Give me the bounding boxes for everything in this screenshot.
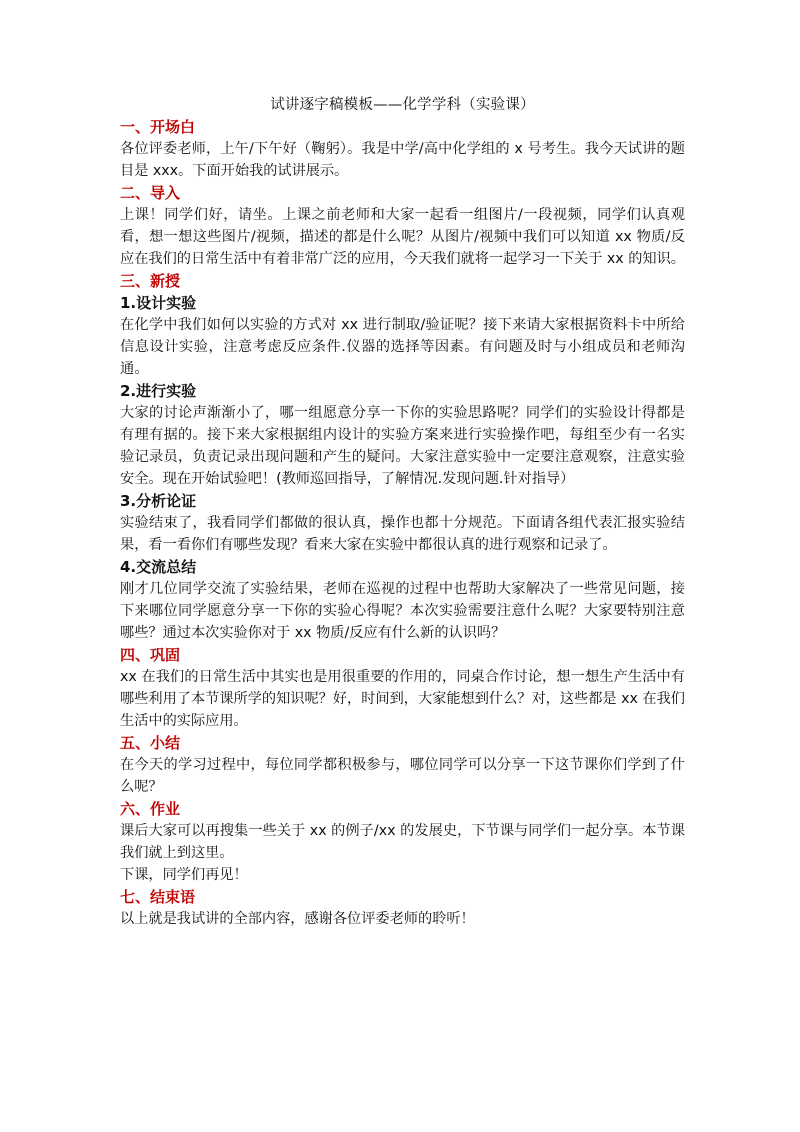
subsection-heading: 2.进行实验 — [120, 382, 197, 400]
paragraph: 大家的讨论声渐渐小了，哪一组愿意分享一下你的实验思路呢？同学们的实验设计得都是有理有据的。接下来大家根据组内设计的实验方案来进行实验操作吧，每组至少有一名实验记录员，负责记录出现问题和产生的疑问。大家注意实验中一定要注意观察，注意实验安全。现在开始试验吧！(教师巡回指导，了解情况.发现问题.针对指导） — [120, 405, 685, 487]
document-title: 试讲逐字稿模板——化学学科（实验课） — [270, 97, 535, 113]
section-heading: 三、新授 — [120, 272, 181, 290]
paragraph: 实验结束了，我看同学们都做的很认真，操作也都十分规范。下面请各组代表汇报实验结果，看一看你们有哪些发现？看来大家在实验中都很认真的进行观察和记录了。 — [120, 515, 685, 553]
section-heading: 一、开场白 — [120, 118, 196, 136]
paragraph: 刚才几位同学交流了实验结果，老师在巡视的过程中也帮助大家解决了一些常见问题，接下来哪位同学愿意分享一下你的实验心得呢？本次实验需要注意什么呢？大家要特别注意哪些？通过本次实验你对于 xx 物质/反应有什么新的认识吗？ — [120, 581, 685, 641]
paragraph: xx 在我们的日常生活中其实也是用很重要的作用的，同桌合作讨论，想一想生产生活中有哪些利用了本节课所学的知识呢？好，时间到，大家能想到什么？对，这些都是 xx 在我们生活中的实际应用。 — [120, 669, 685, 729]
section-heading: 二、导入 — [120, 184, 181, 202]
paragraph: 课后大家可以再搜集一些关于 xx 的例子/xx 的发展史，下节课与同学们一起分享。本节课我们就上到这里。 — [120, 823, 685, 861]
document-sections — [120, 116, 685, 930]
paragraph: 以上就是我试讲的全部内容，感谢各位评委老师的聆听！ — [120, 911, 475, 927]
section-heading: 五、小结 — [120, 734, 181, 752]
paragraph: 上课！同学们好，请坐。上课之前老师和大家一起看一组图片/一段视频，同学们认真观看，想一想这些图片/视频，描述的都是什么呢？从图片/视频中我们可以知道 xx 物质/反应在我们的日常生活中有着非常广泛的应用，今天我们就将一起学习一下关于 xx 的知识。 — [120, 207, 685, 267]
paragraph: 在今天的学习过程中，每位同学都积极参与，哪位同学可以分享一下这节课你们学到了什么呢？ — [120, 757, 685, 795]
subsection-heading: 1.设计实验 — [120, 294, 197, 312]
subsection-heading: 3.分析论证 — [120, 492, 197, 510]
paragraph: 各位评委老师，上午/下午好（鞠躬）。我是中学/高中化学组的 x 号考生。我今天试讲的题目是 xxx。下面开始我的试讲展示。 — [120, 141, 685, 179]
section-heading: 七、结束语 — [120, 888, 196, 906]
subsection-heading: 4.交流总结 — [120, 558, 197, 576]
paragraph: 下课，同学们再见！ — [120, 867, 248, 883]
section-heading: 六、作业 — [120, 800, 181, 818]
document-body — [120, 94, 685, 930]
paragraph: 在化学中我们如何以实验的方式对 xx 进行制取/验证呢？接下来请大家根据资料卡中所给信息设计实验，注意考虑反应条件.仪器的选择等因素。有问题及时与小组成员和老师沟通。 — [120, 317, 685, 377]
section-heading: 四、巩固 — [120, 646, 181, 664]
